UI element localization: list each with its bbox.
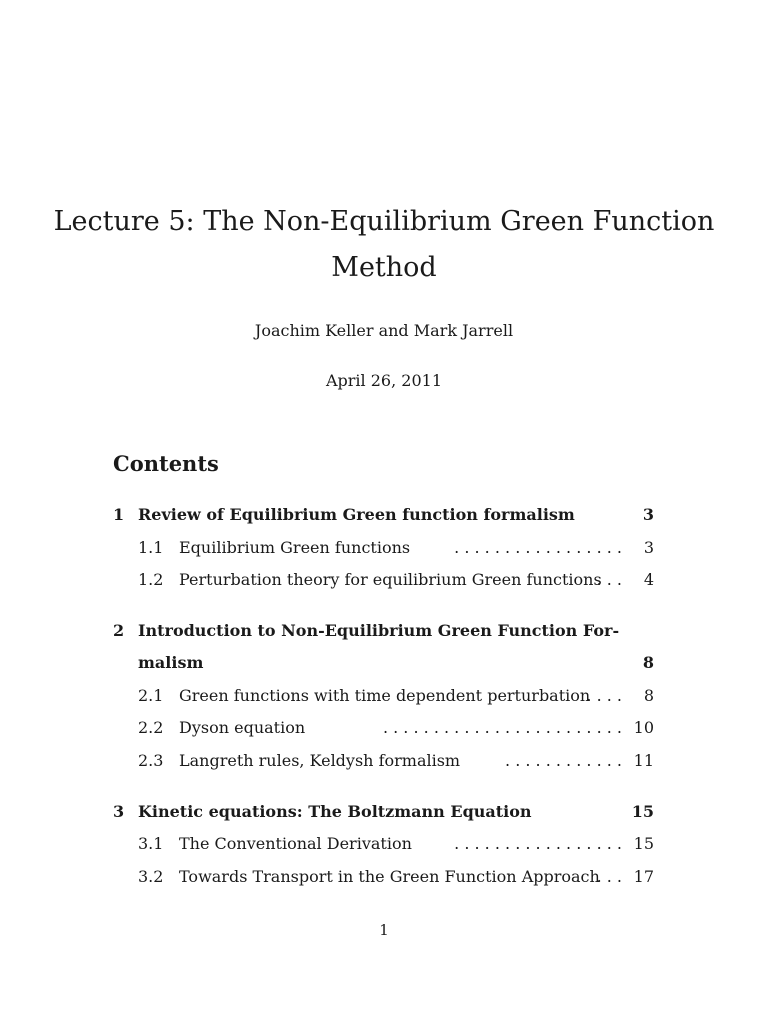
section-number: 2 [113,621,125,640]
toc-subsection-1-2[interactable] [113,568,654,592]
toc-subsection-3-1[interactable] [113,832,654,856]
subsection-title: Green functions with time dependent perturbation [179,686,591,705]
subsection-title: Langreth rules, Keldysh formalism [179,751,461,770]
subsection-page: 15 [633,834,654,853]
leader-dots: . . . . . . . . . . . . . . . . . [454,834,622,853]
subsection-page: 17 [633,867,654,886]
title-line-1: Lecture 5: The Non-Equilibrium Green Function [53,206,715,237]
leader-dots: . . . . . . . . . . . . . . . . . . . . . . . . [382,718,622,737]
subsection-number: 2.2 [138,718,164,737]
leader-dots: . . . [596,570,622,589]
subsection-number: 1.1 [138,538,164,557]
subsection-title: Perturbation theory for equilibrium Green functions [179,570,602,589]
leader-dots: . . . [596,867,622,886]
document-title [0,199,768,291]
toc-section-2[interactable] [113,619,654,643]
subsection-number: 3.1 [138,834,164,853]
subsection-title: Equilibrium Green functions [179,538,411,557]
date: April 26, 2011 [325,371,442,390]
subsection-number: 2.1 [138,686,164,705]
section-number: 3 [113,802,125,821]
title-line-2: Method [331,252,437,283]
page-number: 1 [379,921,389,939]
leader-dots: . . . . . . . . . . . . . . . . . [454,538,622,557]
section-title-line-1: Introduction to Non-Equilibrium Green Function For- [138,621,620,640]
section-number: 1 [113,505,125,524]
subsection-number: 2.3 [138,751,164,770]
subsection-title: The Conventional Derivation [179,834,412,853]
toc-subsection-2-1[interactable] [113,684,654,708]
contents-heading: Contents [113,451,219,476]
subsection-page: 4 [643,570,654,589]
subsection-title: Dyson equation [179,718,306,737]
subsection-page: 11 [633,751,654,770]
toc-subsection-3-2[interactable] [113,865,654,889]
section-title: Kinetic equations: The Boltzmann Equation [138,802,532,821]
section-page: 15 [631,802,654,821]
subsection-page: 10 [633,718,654,737]
toc-section-2-continued[interactable] [113,651,654,675]
subsection-number: 1.2 [138,570,164,589]
subsection-number: 3.2 [138,867,164,886]
toc-section-1[interactable] [113,503,654,527]
authors: Joachim Keller and Mark Jarrell [254,321,514,340]
toc-section-3[interactable] [113,800,654,824]
subsection-title: Towards Transport in the Green Function Approach [179,867,600,886]
section-title-line-2: malism [138,653,204,672]
section-page: 8 [642,653,654,672]
subsection-page: 3 [643,538,654,557]
toc-subsection-2-3[interactable] [113,749,654,773]
toc-subsection-1-1[interactable] [113,536,654,560]
leader-dots: . . . . [586,686,622,705]
subsection-page: 8 [643,686,654,705]
leader-dots: . . . . . . . . . . . . [505,751,622,770]
section-page: 3 [642,505,654,524]
toc-subsection-2-2[interactable] [113,716,654,740]
section-title: Review of Equilibrium Green function formalism [138,505,575,524]
